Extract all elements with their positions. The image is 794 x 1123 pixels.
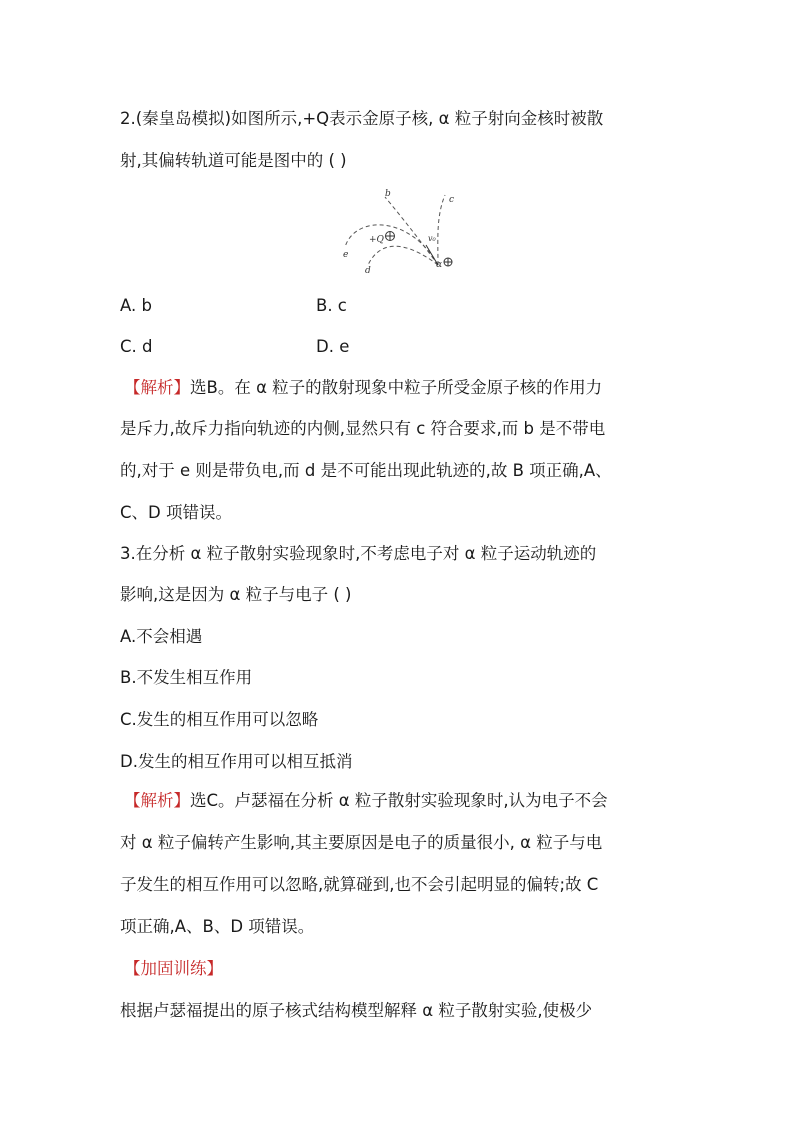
- analysis-tag: 【解析】: [124, 791, 190, 810]
- q3-stem-line2: 影响,这是因为 α 粒子与电子 ( ): [120, 585, 352, 604]
- label-v0: v₀: [428, 234, 436, 243]
- q3-analysis-line2: 对 α 粒子偏转产生影响,其主要原因是电子的质量很小, α 粒子与电: [120, 833, 603, 852]
- label-alpha: α: [436, 260, 443, 270]
- q2-stem-line2: 射,其偏转轨道可能是图中的 ( ): [120, 151, 347, 170]
- q3-option-a: A.不会相遇: [120, 627, 203, 646]
- q2-option-b: B. c: [316, 296, 347, 315]
- q3-analysis-line4: 项正确,A、B、D 项错误。: [120, 917, 315, 936]
- q2-option-a: A. b: [120, 296, 152, 315]
- q3-option-d: D.发生的相互作用可以相互抵消: [120, 752, 353, 771]
- q2-option-d: D. e: [316, 337, 350, 356]
- trajectory-c: [438, 195, 445, 265]
- analysis-text: 选C。卢瑟福在分析 α 粒子散射实验现象时,认为电子不会: [190, 791, 608, 810]
- label-d: d: [365, 266, 371, 276]
- q2-analysis-line4: C、D 项错误。: [120, 503, 232, 522]
- reinforce-line1: 根据卢瑟福提出的原子核式结构模型解释 α 粒子散射实验,使极少: [120, 1001, 593, 1020]
- reinforce-heading: 【加固训练】: [124, 959, 223, 978]
- q3-option-c: C.发生的相互作用可以忽略: [120, 710, 319, 729]
- label-c: c: [449, 195, 455, 205]
- analysis-text: 选B。在 α 粒子的散射现象中粒子所受金原子核的作用力: [190, 378, 603, 397]
- trajectory-e: [345, 225, 438, 265]
- label-b: b: [385, 189, 391, 199]
- q2-analysis-line3: 的,对于 e 则是带负电,而 d 是不可能出现此轨迹的,故 B 项正确,A、: [120, 461, 612, 480]
- label-e: e: [343, 250, 349, 260]
- alpha-scattering-figure: [340, 185, 470, 277]
- label-q: +Q: [369, 235, 384, 245]
- q2-stem-line1: 2.(秦皇岛模拟)如图所示,+Q表示金原子核, α 粒子射向金核时被散: [120, 109, 604, 128]
- q2-option-c: C. d: [120, 337, 153, 356]
- analysis-tag: 【解析】: [124, 378, 190, 397]
- q3-analysis-line3: 子发生的相互作用可以忽略,就算碰到,也不会引起明显的偏转;故 C: [120, 875, 599, 894]
- trajectory-d: [368, 246, 438, 265]
- trajectory-b: [385, 197, 438, 265]
- q2-analysis-line1: [124, 376, 602, 400]
- q3-stem-line1: 3.在分析 α 粒子散射实验现象时,不考虑电子对 α 粒子运动轨迹的: [120, 544, 597, 563]
- q2-analysis-line2: 是斥力,故斥力指向轨迹的内侧,显然只有 c 符合要求,而 b 是不带电: [120, 419, 606, 438]
- q3-analysis-line1: [124, 789, 608, 813]
- q3-option-b: B.不发生相互作用: [120, 668, 253, 687]
